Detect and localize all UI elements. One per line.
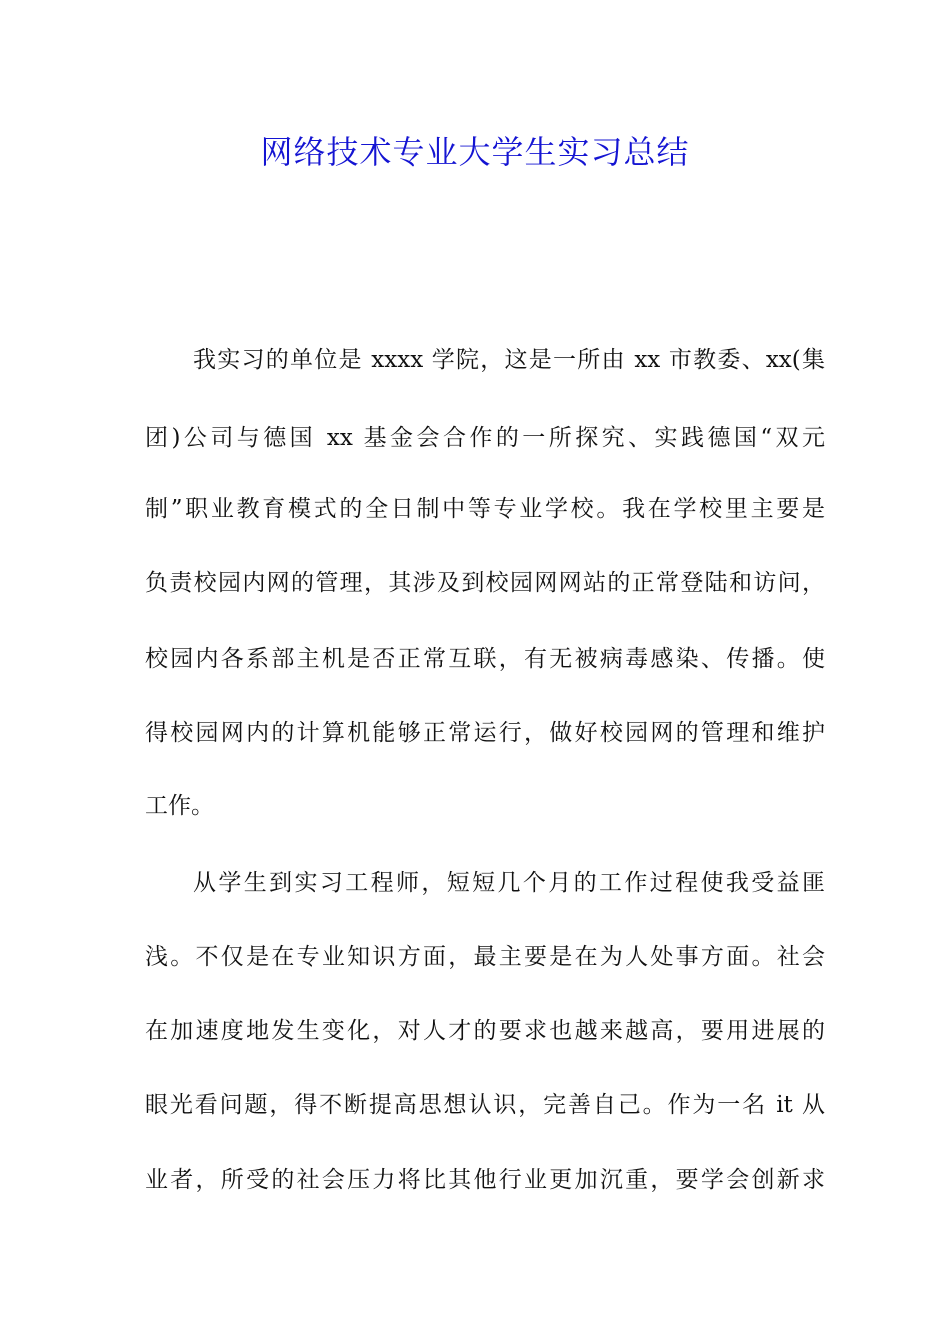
paragraph-line: 从学生到实习工程师，短短几个月的工作过程使我受益匪 [193,870,825,896]
paragraph-line: 浅。不仅是在专业知识方面，最主要是在为人处事方面。社会 [145,944,825,970]
paragraph-line: 在加速度地发生变化，对人才的要求也越来越高，要用进展的 [145,1018,825,1044]
paragraph-line: 眼光看问题，得不断提高思想认识，完善自己。作为一名 it 从 [145,1092,825,1118]
paragraph-line: 负责校园内网的管理，其涉及到校园网网站的正常登陆和访问， [145,570,825,596]
paragraph-line: 制”职业教育模式的全日制中等专业学校。我在学校里主要是 [145,496,825,522]
paragraph-line: 工作。 [145,793,214,819]
paragraph-line: 得校园网内的计算机能够正常运行，做好校园网的管理和维护 [145,720,825,746]
paragraph-line: 我实习的单位是 xxxx 学院，这是一所由 xx 市教委、xx(集 [193,347,825,373]
paragraph-line: 业者，所受的社会压力将比其他行业更加沉重，要学会创新求 [145,1167,825,1193]
document-title: 网络技术专业大学生实习总结 [260,133,690,171]
paragraph-line: 校园内各系部主机是否正常互联，有无被病毒感染、传播。使 [145,646,825,672]
paragraph-line: 团)公司与德国 xx 基金会合作的一所探究、实践德国“双元 [145,425,825,451]
